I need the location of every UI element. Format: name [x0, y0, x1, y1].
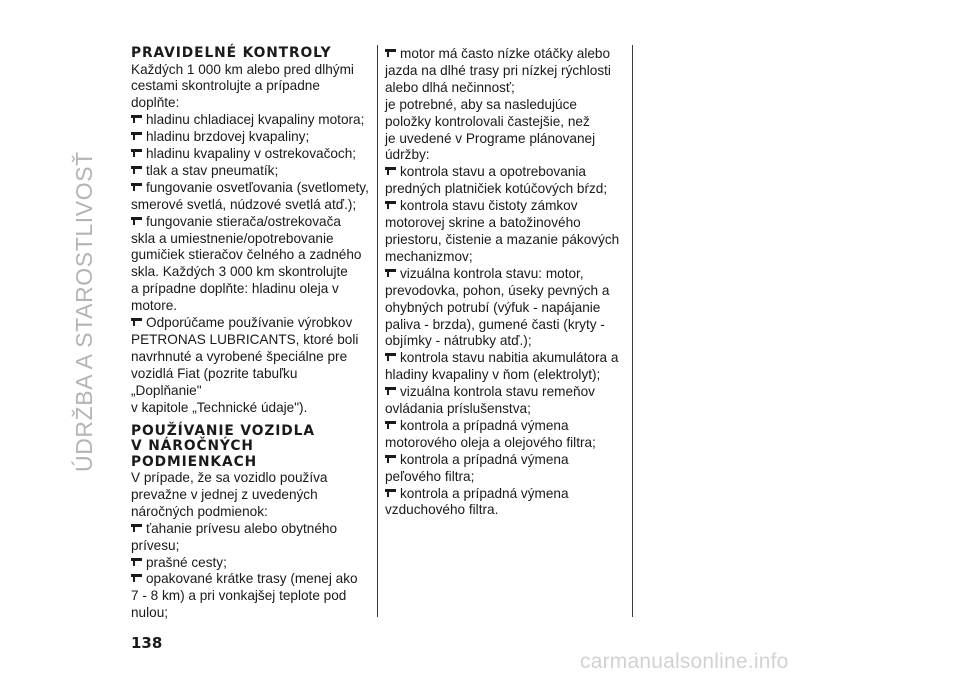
text-line: objímky - nátrubky atď.); [385, 333, 532, 349]
bullet-arrow-icon [385, 49, 396, 57]
bullet-item [131, 214, 369, 315]
text-line: navrhnuté a vyrobené špeciálne pre [131, 348, 348, 364]
text-line: Odporúčame používanie výrobkov [146, 315, 353, 331]
bullet-arrow-icon [131, 149, 142, 157]
frequency-paragraph [385, 97, 625, 165]
text-line: prevažne v jednej z uvedených [131, 486, 318, 502]
text-line: mechanizmov; [385, 248, 473, 264]
bullet-arrow-icon [385, 455, 396, 463]
bullet-arrow-icon [385, 421, 396, 429]
bullet-arrow-icon [385, 201, 396, 209]
text-line: hladiny kvapaliny v ňom (elektrolyt); [385, 367, 601, 383]
section-side-title: ÚDRŽBA A STAROSTLIVOSŤ [71, 151, 97, 472]
check-list [131, 112, 369, 416]
left-column [131, 46, 369, 622]
text-line: je potrebné, aby sa nasledujúce [385, 96, 577, 112]
text-line: POUŽÍVANIE VOZIDLA [131, 422, 315, 439]
text-line: kontrola stavu čistoty zámkov [400, 198, 578, 214]
bullet-item [131, 571, 369, 622]
text-line: V NÁROČNÝCH [131, 438, 254, 455]
bullet-arrow-icon [385, 269, 396, 277]
text-line: motorovej skrine a batožinového [385, 215, 581, 231]
text-line: opakované krátke trasy (menej ako [146, 571, 358, 587]
text-line: paliva - brzda), gumené časti (kryty - [385, 316, 605, 332]
watermark: carmanualsonline.info [580, 650, 789, 673]
text-line: položky kontrolovali častejšie, než [385, 113, 590, 129]
maintenance-check-list [385, 164, 625, 519]
text-line: smerové svetlá, núdzové svetlá atď.); [131, 196, 357, 212]
bullet-arrow-icon [131, 574, 142, 582]
text-line: peľového filtra; [385, 468, 475, 484]
bullet-item [385, 266, 625, 351]
text-line: motor má často nízke otáčky alebo [400, 46, 611, 61]
column-divider-right [632, 45, 633, 617]
text-line: hladinu kvapaliny v ostrekovačoch; [146, 146, 357, 162]
bullet-arrow-icon [131, 115, 142, 123]
text-line: PODMIENKACH [131, 453, 258, 470]
text-line: údržby: [385, 147, 430, 163]
text-line: hladinu brzdovej kvapaliny; [146, 129, 310, 145]
text-line: vzduchového filtra. [385, 502, 499, 518]
text-line: motorového oleja a olejového filtra; [385, 434, 596, 450]
text-line: hladinu chladiacej kvapaliny motora; [146, 112, 365, 128]
bullet-item [385, 452, 625, 486]
text-line: ohybných potrubí (výfuk - napájanie [385, 299, 601, 315]
bullet-arrow-icon [131, 183, 142, 191]
text-line: ovládania príslušenstva; [385, 401, 531, 417]
text-line: V prípade, že sa vozidlo používa [131, 470, 328, 486]
bullet-arrow-icon [131, 558, 142, 566]
bullet-arrow-icon [385, 167, 396, 175]
bullet-arrow-icon [385, 353, 396, 361]
intro-paragraph [131, 62, 369, 113]
text-line: ťahanie prívesu alebo obytného [146, 520, 338, 536]
text-line: PETRONAS LUBRICANTS, ktoré boli [131, 332, 359, 347]
bullet-item [131, 163, 369, 180]
bullet-arrow-icon [385, 489, 396, 497]
bullet-item [385, 486, 625, 520]
text-line: kontrola stavu nabitia akumulátora a [400, 350, 619, 366]
condition-list [131, 521, 369, 622]
bullet-arrow-icon [131, 318, 142, 326]
text-line: Každých 1 000 km alebo pred dlhými [131, 61, 354, 77]
text-line: vozidlá Fiat (pozrite tabuľku „Doplňanie" [131, 365, 298, 398]
text-line: je uvedené v Programe plánovanej [385, 130, 596, 146]
text-line: kontrola a prípadná výmena [400, 451, 569, 467]
column-divider-left [377, 45, 378, 617]
text-line: priestoru, čistenie a mazanie pákových [385, 231, 620, 247]
text-line: cestami skontrolujte a prípadne [131, 78, 320, 94]
text-line: jazda na dlhé trasy pri nízkej rýchlosti [385, 62, 611, 78]
bullet-item [385, 418, 625, 452]
text-line: prívesu; [131, 537, 180, 553]
bullet-arrow-icon [131, 132, 142, 140]
text-line: náročných podmienok: [131, 503, 268, 519]
text-line: kontrola stavu a opotrebovania [400, 164, 586, 180]
heading-regular-checks: PRAVIDELNÉ KONTROLY [131, 45, 332, 61]
bullet-arrow-icon [131, 217, 142, 225]
bullet-item [131, 146, 369, 163]
right-column [385, 46, 625, 519]
bullet-item [385, 164, 625, 198]
bullet-item [385, 350, 625, 384]
bullet-item [131, 521, 369, 555]
text-line: skla. Každých 3 000 km skontrolujte [131, 264, 348, 280]
bullet-item [385, 198, 625, 266]
severe-intro-paragraph [131, 470, 369, 521]
text-line: kontrola a prípadná výmena [400, 417, 569, 433]
bullet-item [131, 129, 369, 146]
heading-severe-conditions [131, 424, 369, 471]
text-line: gumičiek stieračov čelného a zadného [131, 247, 362, 263]
text-line: fungovanie osvetľovania (svetlomety, [146, 179, 369, 195]
text-line: 7 - 8 km) a pri vonkajšej teplote pod [131, 588, 347, 604]
text-line: skla a umiestnenie/opotrebovanie [131, 230, 334, 246]
condition-list-continued [385, 46, 625, 97]
bullet-item [131, 112, 369, 129]
bullet-item [131, 315, 369, 416]
text-line: prašné cesty; [146, 554, 227, 570]
bullet-arrow-icon [385, 387, 396, 395]
text-line: motore. [131, 298, 178, 314]
bullet-item [131, 180, 369, 214]
text-line: nulou; [131, 605, 169, 621]
text-line: kontrola a prípadná výmena [400, 485, 569, 501]
bullet-item [385, 46, 625, 97]
text-line: prevodovka, pohon, úseky pevných a [385, 282, 610, 298]
bullet-arrow-icon [131, 166, 142, 174]
text-line: fungovanie stierača/ostrekovača [146, 213, 341, 229]
bullet-item [131, 555, 369, 572]
text-line: alebo dlhá nečinnosť; [385, 79, 515, 95]
text-line: vizuálna kontrola stavu remeňov [400, 384, 595, 400]
text-line: tlak a stav pneumatík; [146, 162, 279, 178]
bullet-item [385, 384, 625, 418]
text-line: vizuálna kontrola stavu: motor, [400, 265, 584, 281]
text-line: v kapitole „Technické údaje"). [131, 399, 308, 415]
text-line: a prípadne doplňte: hladinu oleja v [131, 281, 339, 297]
text-line: doplňte: [131, 95, 180, 111]
page-number: 138 [131, 634, 163, 652]
bullet-arrow-icon [131, 524, 142, 532]
text-line: predných platničiek kotúčových bŕzd; [385, 181, 608, 197]
